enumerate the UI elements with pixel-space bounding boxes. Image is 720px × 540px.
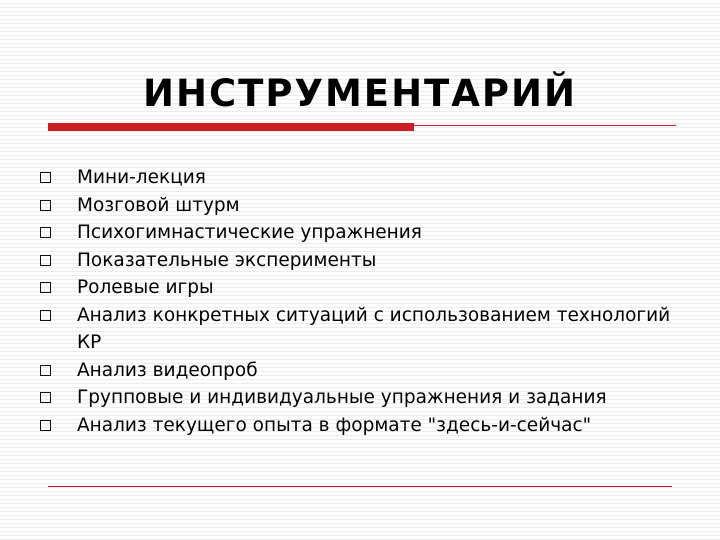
list-item-text: Психогимнастические упражнения [77,222,422,243]
square-bullet-icon [40,420,51,431]
square-bullet-icon [40,310,51,321]
list-item-text: Анализ конкретных ситуаций с использованием технологий КР [77,304,671,353]
square-bullet-icon [40,365,51,376]
square-bullet-icon [40,227,51,238]
list-item [38,302,688,357]
list-item-text: Анализ текущего опыта в формате "здесь-и-сейчас" [77,414,592,436]
list-item [38,412,688,440]
list-item-text: Показательные эксперименты [77,249,377,271]
list-item [38,164,688,192]
list-item-text: Групповые и индивидуальные упражнения и задания [77,387,607,408]
list-item [38,384,688,412]
slide-title: ИНСТРУМЕНТАРИЙ [143,72,577,115]
square-bullet-icon [40,282,51,293]
square-bullet-icon [40,172,51,183]
list-item-text: Ролевые игры [77,277,214,298]
list-item-text: Мозговой штурм [77,194,240,216]
square-bullet-icon [40,200,51,211]
square-bullet-icon [40,255,51,266]
list-item-text: Мини-лекция [77,167,206,188]
list-item [38,274,688,302]
list-item [38,357,688,385]
bullet-list [38,164,688,439]
list-item-text: Анализ видеопроб [77,359,258,381]
list-item [38,219,688,247]
title-underline-thin [414,125,676,126]
list-item [38,192,688,220]
list-item [38,247,688,275]
bottom-divider [48,486,672,487]
title-underline-accent [48,123,414,131]
square-bullet-icon [40,392,51,403]
